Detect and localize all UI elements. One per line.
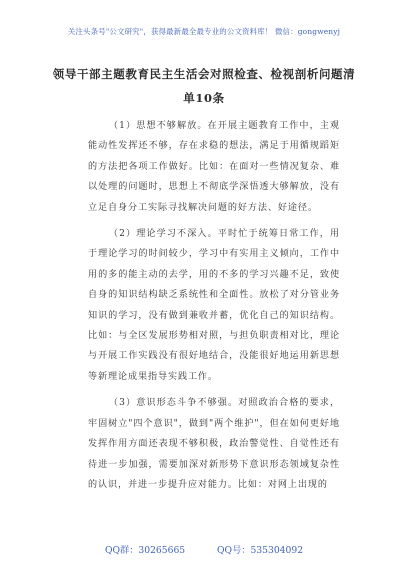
paragraph-1: （1）思想不够解放。在开展主题教育工作中，主观能动性发挥还不够，存在求稳的想法，满足于用循规蹈矩的方法把各项工作做好。比如：在面对一些情况复杂、难以处理的问题时，思想上不彻底学深悟透大够解放，没有立足自身分工实际寻找解决问题的好方法、好途径。 xyxy=(88,121,340,213)
qq-label: QQ号： xyxy=(217,545,251,556)
qq-group-number: 30265665 xyxy=(138,545,186,556)
footer-contact xyxy=(0,542,408,556)
document-title-line-1: 领导干部主题教育民主生活会对照检查、检视剖析问题清 xyxy=(52,67,356,81)
document-body xyxy=(88,116,340,495)
qq-group-label: QQ群： xyxy=(104,545,139,556)
document-title-line-2: 单10条 xyxy=(183,91,225,105)
header-banner: 关注头条号"公文研究"，获得最新最全最专业的公文资料库！ 微信：gongwenyj xyxy=(67,27,341,36)
paragraph-3: （3）意识形态斗争不够强。对照政治合格的要求，牢固树立"四个意识"，做到"两个维护"，但在如何更好地发挥作用方面还表现不够积极，政治警觉性、自觉性还有待进一步加强，需要加深对新形势下意识形态领域复杂性的认识，并进一步提升应对能力。比如：对网上出现的 xyxy=(88,398,340,490)
paragraph-2: （2）理论学习不深入。平时忙于统筹日常工作，用于理论学习的时间较少，学习中有实用主义倾向，工作中用的多的能主动的去学，用的不多的学习兴趣不足，致使自身的知识结构缺乏系统性和全面性。放松了对分管业务知识的学习，没有做到兼收并蓄，优化自己的知识结构。比如：与全区发展形势相对照，与担负职责相对比，理论与开展工作实践没有很好地结合，没能很好地运用新思想等新理论成果指导实践工作。 xyxy=(88,229,340,382)
qq-number: 535304092 xyxy=(250,545,304,556)
